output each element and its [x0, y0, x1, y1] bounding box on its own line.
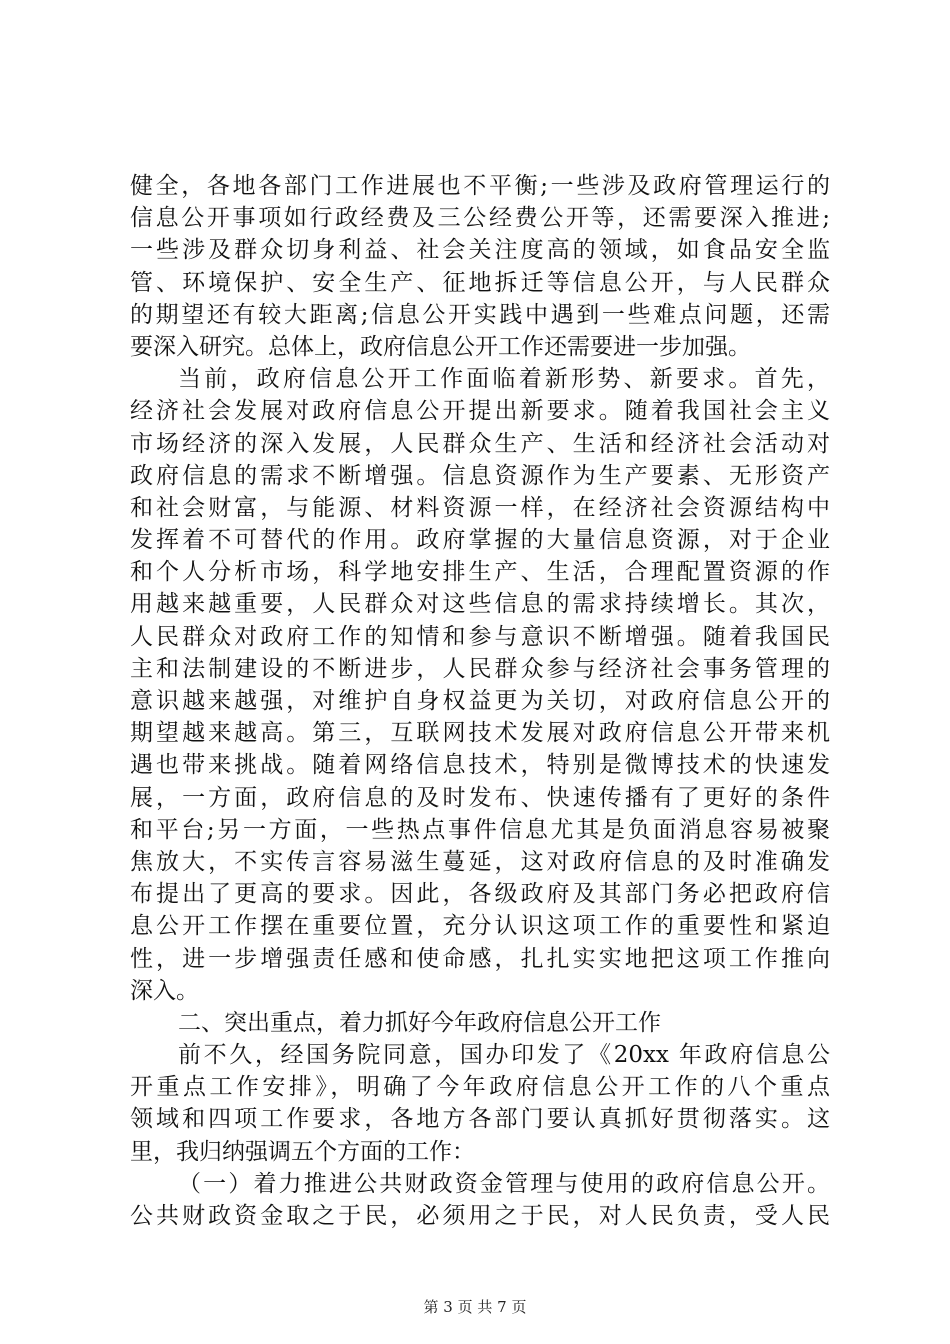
text-line: 发挥着不可替代的作用。政府掌握的大量信息资源，对于企业 — [130, 527, 830, 554]
text-line: 性，进一步增强责任感和使命感，扎扎实实地把这项工作推向 — [130, 945, 830, 972]
text-line: 信息公开事项如行政经费及三公经费公开等，还需要深入推进; — [130, 205, 830, 232]
text-line: 遇也带来挑战。随着网络信息技术，特别是微博技术的快速发 — [130, 752, 830, 779]
text-line: 当前，政府信息公开工作面临着新形势、新要求。首先， — [178, 366, 830, 393]
text-line: 焦放大，不实传言容易滋生蔓延，这对政府信息的及时准确发 — [130, 848, 830, 875]
subsection-heading: （一）着力推进公共财政资金管理与使用的政府信息公开。 — [178, 1170, 830, 1197]
text-line: 深入。 — [130, 977, 199, 1004]
text-line: 的期望还有较大距离;信息公开实践中遇到一些难点问题，还需 — [130, 301, 830, 328]
text-line: 要深入研究。总体上，政府信息公开工作还需要进一步加强。 — [130, 333, 751, 360]
text-line: 开重点工作安排》，明确了今年政府信息公开工作的八个重点 — [130, 1074, 830, 1101]
text-line: 健全，各地各部门工作进展也不平衡;一些涉及政府管理运行的 — [130, 173, 830, 199]
text-line: 领域和四项工作要求，各地方各部门要认真抓好贯彻落实。这 — [130, 1106, 830, 1133]
text-line: 人民群众对政府工作的知情和参与意识不断增强。随着我国民 — [130, 623, 830, 650]
text-line: 公共财政资金取之于民，必须用之于民，对人民负责，受人民 — [130, 1203, 830, 1229]
text-line: 意识越来越强，对维护自身权益更为关切，对政府信息公开的 — [130, 688, 830, 714]
text-line: 里，我归纳强调五个方面的工作： — [130, 1138, 475, 1165]
text-line: 前不久，经国务院同意，国办印发了《20xx 年政府信息公 — [178, 1042, 830, 1069]
text-line: 主和法制建设的不断进步，人民群众参与经济社会事务管理的 — [130, 655, 830, 682]
text-line: 和个人分析市场，科学地安排生产、生活，合理配置资源的作 — [130, 559, 830, 586]
page-number: 第 3 页 共 7 页 — [423, 1298, 527, 1316]
text-line: 和社会财富，与能源、材料资源一样，在经济社会资源结构中 — [130, 494, 830, 521]
text-line: 和平台;另一方面，一些热点事件信息尤其是负面消息容易被聚 — [130, 816, 830, 843]
text-line: 市场经济的深入发展，人民群众生产、生活和经济社会活动对 — [130, 430, 830, 457]
text-line: 布提出了更高的要求。因此，各级政府及其部门务必把政府信 — [130, 881, 830, 908]
text-line: 经济社会发展对政府信息公开提出新要求。随着我国社会主义 — [130, 398, 830, 425]
text-line: 一些涉及群众切身利益、社会关注度高的领域，如食品安全监 — [130, 237, 830, 264]
text-line: 展，一方面，政府信息的及时发布、快速传播有了更好的条件 — [130, 784, 830, 811]
section-heading: 二、突出重点，着力抓好今年政府信息公开工作 — [178, 1009, 661, 1036]
text-line: 管、环境保护、安全生产、征地拆迁等信息公开，与人民群众 — [130, 269, 830, 296]
text-line: 用越来越重要，人民群众对这些信息的需求持续增长。其次， — [130, 591, 830, 618]
text-line: 政府信息的需求不断增强。信息资源作为生产要素、无形资产 — [130, 462, 830, 489]
document-body — [130, 170, 830, 1232]
text-line: 期望越来越高。第三，互联网技术发展对政府信息公开带来机 — [130, 720, 830, 747]
text-line: 息公开工作摆在重要位置，充分认识这项工作的重要性和紧迫 — [130, 913, 830, 940]
